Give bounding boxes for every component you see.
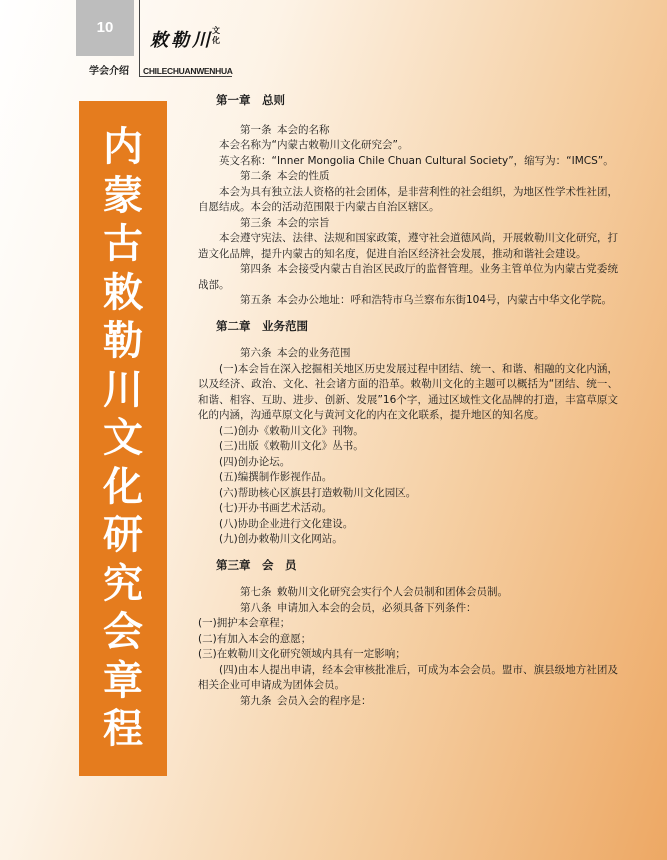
article-number: 第四条 [240,263,272,275]
article-text: 本会的名称 [277,123,330,136]
paragraph: (四)由本人提出申请，经本会审核批准后，可成为本会会员。盟市、旗县级地方社团及相关企业可申请成为团体会员。 [198,663,618,691]
magazine-logo: 敕勒川 [150,30,213,51]
article-number: 第一条 [240,123,272,136]
charter-body [198,93,618,709]
title-char: 内 [103,124,143,171]
title-char: 究 [103,560,143,607]
title-char: 化 [103,463,143,510]
title-char: 会 [103,609,143,656]
article-text: 敕勒川文化研究会实行个人会员制和团体会员制。 [277,586,508,598]
article [198,585,618,601]
header-horizontal-rule [139,76,232,77]
article-text: 会员入会的程序是： [277,694,372,707]
header-vertical-rule [139,0,140,76]
paragraph: (三)出版《敕勒川文化》丛书。 [219,440,364,452]
article-text: 申请加入本会的会员，必须具备下列条件： [277,601,477,614]
chapter-heading: 第一章 总则 [216,93,285,107]
section-tag: 学会介绍 [89,66,129,77]
paragraph: (六)帮助核心区旗县打造敕勒川文化园区。 [219,486,417,499]
magazine-logo-en: CHILECHUANWENHUA [143,66,233,76]
article-text: 本会的性质 [277,170,330,182]
title-char: 研 [103,512,143,559]
article-text: 本会接受内蒙古自治区民政厅的监督管理。业务主管单位为内蒙古党委统战部。 [198,263,618,291]
page-number: 10 [76,0,134,56]
paragraph: (四)创办论坛。 [219,455,291,468]
title-char: 程 [103,706,143,753]
article [198,694,618,710]
article-number: 第六条 [240,347,272,359]
article [198,293,618,309]
article-text: 本会办公地址：呼和浩特市乌兰察布东街104号，内蒙古中华文化学院。 [277,294,613,306]
article-number: 第五条 [240,294,272,306]
article [198,346,618,362]
title-char: 蒙 [103,172,143,219]
paragraph: 本会遵守宪法、法律、法规和国家政策，遵守社会道德风尚，开展敕勒川文化研究，打造文化品牌，提升内蒙古的知名度，促进自治区经济社会发展，推动和谐社会建设。 [198,232,618,260]
chapter-heading: 第二章 业务范围 [216,318,308,333]
article-text: 本会的业务范围 [277,347,351,359]
paragraph: (七)开办书画艺术活动。 [219,502,333,514]
title-char: 章 [103,657,143,704]
article [198,601,618,617]
article [198,123,618,139]
article-number: 第七条 [240,586,272,598]
paragraph: (九)创办敕勒川文化网站。 [219,533,343,545]
vertical-title [79,101,167,776]
paragraph: (二)有加入本会的意愿； [198,632,312,645]
paragraph: (二)创办《敕勒川文化》刊物。 [219,424,364,437]
paragraph: (一)本会旨在深入挖掘相关地区历史发展过程中团结、统一、和谐、相融的文化内涵，以及经济、政治、文化、社会诸方面的沿革。敕勒川文化的主题可以概括为“团结、统一、和谐、相容、互助、进步、创新、发展”16个字，通过区域性文化品牌的打造，丰富草原文化的内涵，沟通草原文化与黄河文化的内在文化联系，提升地区的知名度。 [198,362,618,421]
paragraph: 本会为具有独立法人资格的社会团体，是非营利性的社会组织，为地区性学术性社团，自愿结成。本会的活动范围限于内蒙古自治区辖区。 [198,185,618,213]
article-text: 本会的宗旨 [277,216,330,229]
title-char: 古 [103,221,143,268]
article-number: 第三条 [240,216,272,229]
paragraph: (五)编撰制作影视作品。 [219,471,333,483]
article-number: 第八条 [240,601,272,614]
title-char: 文 [103,415,143,462]
title-char: 勒 [103,318,143,365]
paragraph: 本会名称为“内蒙古敕勒川文化研究会”。 [219,139,409,151]
chapter-heading: 第三章 会 员 [216,557,297,572]
article [198,169,618,185]
article [198,262,618,293]
title-char: 川 [103,366,143,413]
paragraph: 英文名称：“Inner Mongolia Chile Chuan Cultural Society”，缩写为：“IMCS”。 [219,154,614,167]
magazine-logo-sub: 文化 [212,26,220,45]
article-number: 第九条 [240,694,272,707]
article [198,216,618,232]
paragraph: (八)协助企业进行文化建设。 [219,517,354,530]
paragraph: (三)在敕勒川文化研究领域内具有一定影响； [198,648,406,660]
title-char: 敕 [103,269,143,316]
paragraph: (一)拥护本会章程； [198,617,291,629]
article-number: 第二条 [240,170,272,182]
